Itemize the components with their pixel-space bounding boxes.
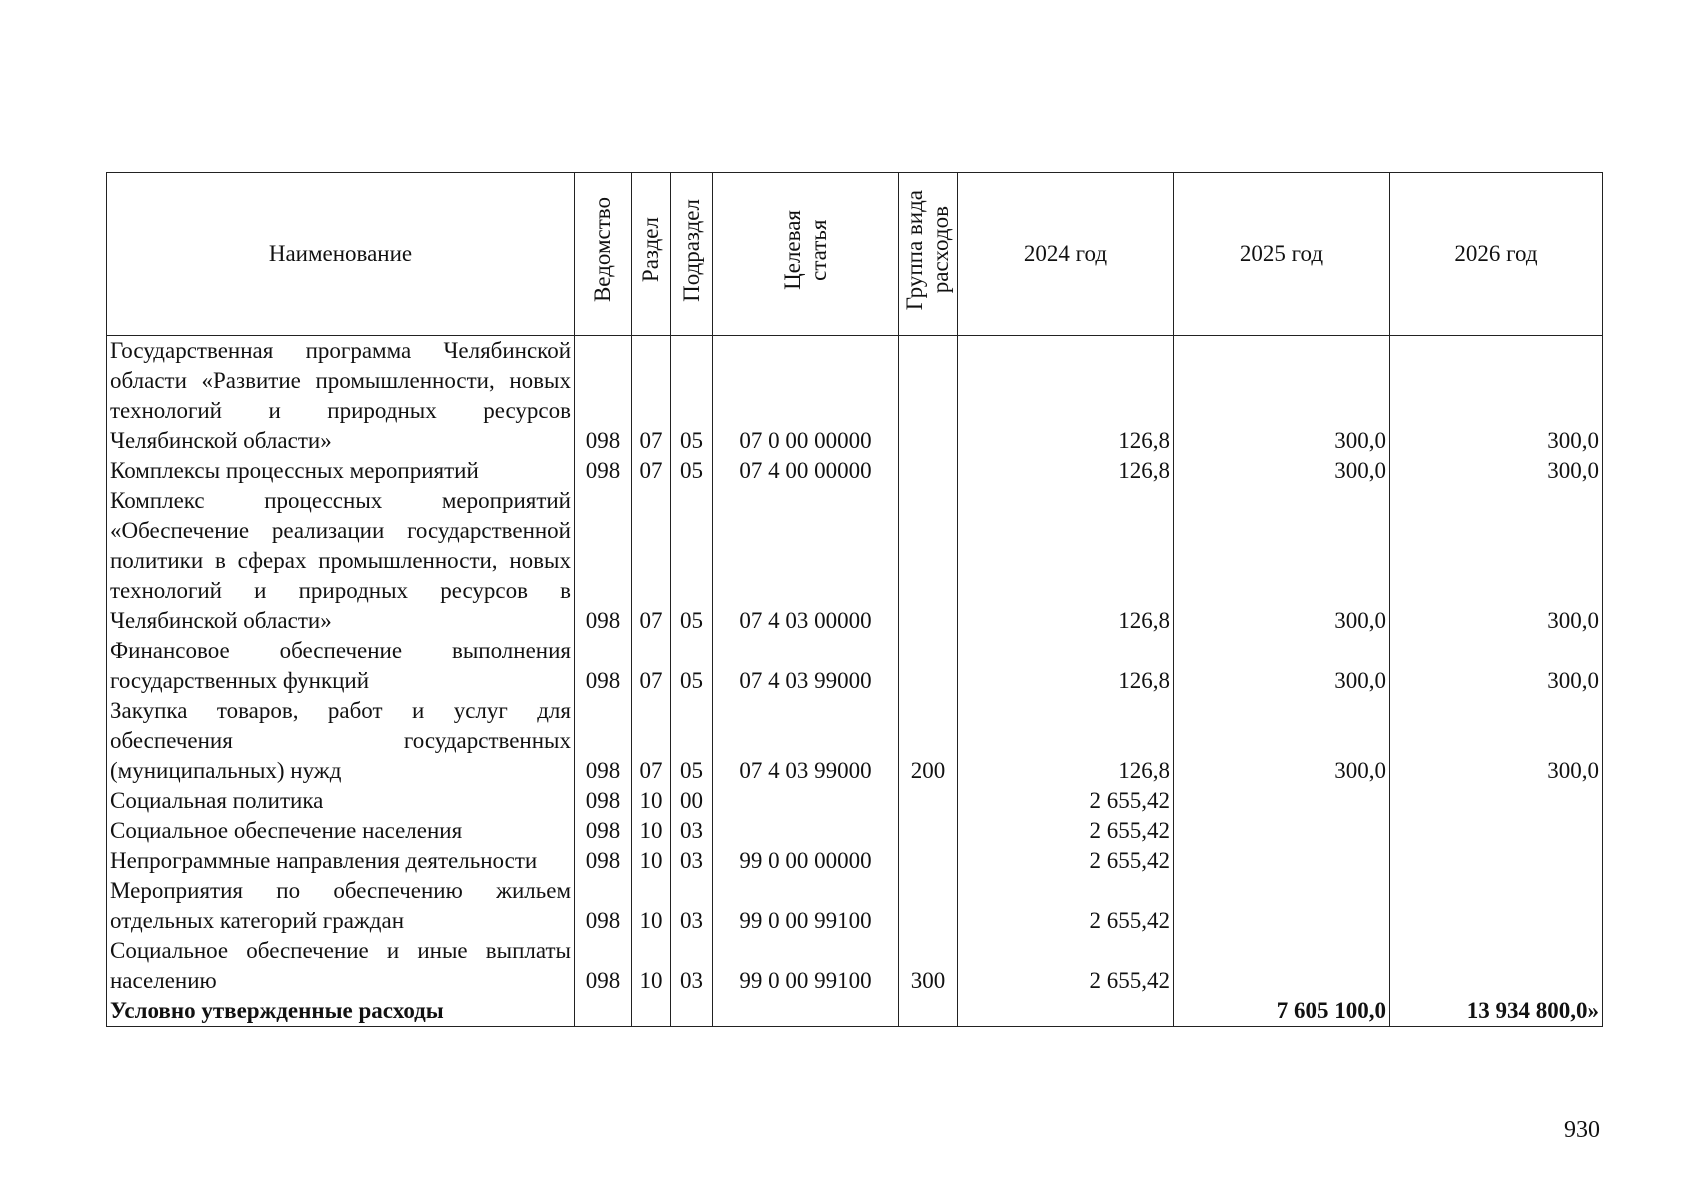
cell-2026 bbox=[1390, 846, 1603, 876]
cell-dept: 098 bbox=[575, 846, 632, 876]
table-row bbox=[107, 336, 1603, 457]
cell-target: 07 0 00 00000 bbox=[713, 336, 899, 457]
cell-target: 07 4 03 99000 bbox=[713, 696, 899, 786]
cell-2024: 126,8 bbox=[958, 636, 1174, 696]
cell-2024 bbox=[958, 996, 1174, 1027]
cell-2025 bbox=[1174, 786, 1390, 816]
table-row bbox=[107, 876, 1603, 936]
header-2025: 2025 год bbox=[1174, 173, 1390, 336]
cell-target: 07 4 03 99000 bbox=[713, 636, 899, 696]
cell-group bbox=[899, 816, 958, 846]
cell-name: Финансовое обеспечение выполнения государственных функций bbox=[107, 636, 575, 696]
cell-target bbox=[713, 816, 899, 846]
cell-target: 99 0 00 00000 bbox=[713, 846, 899, 876]
cell-2026 bbox=[1390, 786, 1603, 816]
cell-2024: 2 655,42 bbox=[958, 816, 1174, 846]
budget-table-container bbox=[106, 172, 1602, 1027]
cell-dept: 098 bbox=[575, 786, 632, 816]
cell-section: 10 bbox=[632, 786, 671, 816]
cell-subsection: 03 bbox=[671, 846, 713, 876]
cell-subsection: 05 bbox=[671, 336, 713, 457]
header-section: Раздел bbox=[632, 173, 671, 336]
cell-2026: 13 934 800,0» bbox=[1390, 996, 1603, 1027]
table-row bbox=[107, 996, 1603, 1027]
cell-2025 bbox=[1174, 936, 1390, 996]
cell-2026: 300,0 bbox=[1390, 636, 1603, 696]
cell-2025 bbox=[1174, 816, 1390, 846]
cell-subsection: 05 bbox=[671, 696, 713, 786]
cell-name: Комплексы процессных мероприятий bbox=[107, 456, 575, 486]
cell-2024: 126,8 bbox=[958, 486, 1174, 636]
cell-section: 07 bbox=[632, 696, 671, 786]
cell-group bbox=[899, 486, 958, 636]
table-row bbox=[107, 456, 1603, 486]
table-row bbox=[107, 696, 1603, 786]
header-target-line2: статья bbox=[805, 219, 831, 281]
header-name: Наименование bbox=[107, 173, 575, 336]
cell-target: 99 0 00 99100 bbox=[713, 936, 899, 996]
table-row bbox=[107, 846, 1603, 876]
cell-dept: 098 bbox=[575, 636, 632, 696]
cell-2025 bbox=[1174, 876, 1390, 936]
cell-dept: 098 bbox=[575, 816, 632, 846]
cell-name: Социальное обеспечение и иные выплаты населению bbox=[107, 936, 575, 996]
page-number: 930 bbox=[1564, 1117, 1600, 1143]
cell-2024: 2 655,42 bbox=[958, 846, 1174, 876]
table-body bbox=[107, 336, 1603, 1027]
cell-2025: 300,0 bbox=[1174, 696, 1390, 786]
cell-2026: 300,0 bbox=[1390, 336, 1603, 457]
cell-2024: 2 655,42 bbox=[958, 876, 1174, 936]
cell-dept: 098 bbox=[575, 936, 632, 996]
cell-name: Закупка товаров, работ и услуг для обеспечения государственных (муниципальных) нужд bbox=[107, 696, 575, 786]
header-subsection: Подраздел bbox=[671, 173, 713, 336]
cell-subsection: 05 bbox=[671, 636, 713, 696]
cell-target: 07 4 03 00000 bbox=[713, 486, 899, 636]
cell-dept bbox=[575, 996, 632, 1027]
cell-name: Непрограммные направления деятельности bbox=[107, 846, 575, 876]
cell-dept: 098 bbox=[575, 876, 632, 936]
cell-2024: 126,8 bbox=[958, 336, 1174, 457]
cell-2025: 300,0 bbox=[1174, 336, 1390, 457]
cell-section: 07 bbox=[632, 336, 671, 457]
table-header-row bbox=[107, 173, 1603, 336]
cell-subsection bbox=[671, 996, 713, 1027]
cell-section: 10 bbox=[632, 816, 671, 846]
header-target-line1: Целевая bbox=[779, 210, 805, 290]
cell-name: Условно утвержденные расходы bbox=[107, 996, 575, 1027]
cell-group: 300 bbox=[899, 936, 958, 996]
cell-2025 bbox=[1174, 846, 1390, 876]
cell-2026 bbox=[1390, 816, 1603, 846]
header-group-line1: Группа вида bbox=[902, 189, 927, 311]
cell-target bbox=[713, 996, 899, 1027]
cell-subsection: 05 bbox=[671, 456, 713, 486]
table-row bbox=[107, 786, 1603, 816]
cell-2026 bbox=[1390, 876, 1603, 936]
cell-2025: 300,0 bbox=[1174, 456, 1390, 486]
header-2024: 2024 год bbox=[958, 173, 1174, 336]
cell-target: 07 4 00 00000 bbox=[713, 456, 899, 486]
cell-name: Государственная программа Челябинской области «Развитие промышленности, новых технологий и природных ресурсов Челябинской области» bbox=[107, 336, 575, 457]
cell-section: 10 bbox=[632, 876, 671, 936]
cell-target bbox=[713, 786, 899, 816]
table-row bbox=[107, 486, 1603, 636]
cell-group bbox=[899, 636, 958, 696]
cell-subsection: 00 bbox=[671, 786, 713, 816]
cell-name: Социальное обеспечение населения bbox=[107, 816, 575, 846]
cell-subsection: 03 bbox=[671, 936, 713, 996]
cell-subsection: 03 bbox=[671, 876, 713, 936]
header-group-line2: расходов bbox=[928, 206, 953, 294]
cell-dept: 098 bbox=[575, 456, 632, 486]
budget-table bbox=[106, 172, 1603, 1027]
cell-2024: 2 655,42 bbox=[958, 936, 1174, 996]
cell-2024: 126,8 bbox=[958, 696, 1174, 786]
cell-2026 bbox=[1390, 936, 1603, 996]
cell-subsection: 03 bbox=[671, 816, 713, 846]
cell-2025: 7 605 100,0 bbox=[1174, 996, 1390, 1027]
cell-2024: 2 655,42 bbox=[958, 786, 1174, 816]
cell-dept: 098 bbox=[575, 486, 632, 636]
cell-target: 99 0 00 99100 bbox=[713, 876, 899, 936]
header-group bbox=[899, 173, 958, 336]
cell-name: Комплекс процессных мероприятий «Обеспечение реализации государственной политики в сферах промышленности, новых технологий и природных ресурсов в Челябинской области» bbox=[107, 486, 575, 636]
cell-dept: 098 bbox=[575, 696, 632, 786]
cell-section: 07 bbox=[632, 486, 671, 636]
cell-group: 200 bbox=[899, 696, 958, 786]
cell-group bbox=[899, 786, 958, 816]
cell-2024: 126,8 bbox=[958, 456, 1174, 486]
cell-group bbox=[899, 876, 958, 936]
cell-name: Социальная политика bbox=[107, 786, 575, 816]
cell-section: 07 bbox=[632, 456, 671, 486]
cell-group bbox=[899, 846, 958, 876]
cell-subsection: 05 bbox=[671, 486, 713, 636]
cell-group bbox=[899, 336, 958, 457]
table-row bbox=[107, 816, 1603, 846]
cell-2026: 300,0 bbox=[1390, 696, 1603, 786]
header-2026: 2026 год bbox=[1390, 173, 1603, 336]
cell-2025: 300,0 bbox=[1174, 486, 1390, 636]
header-target bbox=[713, 173, 899, 336]
cell-2025: 300,0 bbox=[1174, 636, 1390, 696]
cell-group bbox=[899, 996, 958, 1027]
header-dept: Ведомство bbox=[575, 173, 632, 336]
cell-group bbox=[899, 456, 958, 486]
cell-2026: 300,0 bbox=[1390, 456, 1603, 486]
cell-section: 07 bbox=[632, 636, 671, 696]
cell-name: Мероприятия по обеспечению жильем отдельных категорий граждан bbox=[107, 876, 575, 936]
table-row bbox=[107, 936, 1603, 996]
cell-section: 10 bbox=[632, 846, 671, 876]
cell-section bbox=[632, 996, 671, 1027]
cell-section: 10 bbox=[632, 936, 671, 996]
table-row bbox=[107, 636, 1603, 696]
cell-2026: 300,0 bbox=[1390, 486, 1603, 636]
cell-dept: 098 bbox=[575, 336, 632, 457]
